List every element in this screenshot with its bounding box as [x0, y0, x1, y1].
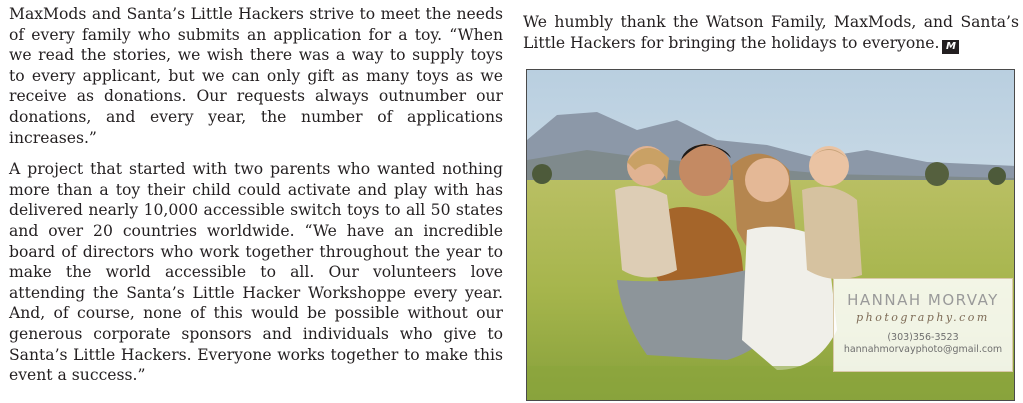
- article-paragraph-2: A project that started with two parents who wanted nothing more than a toy their child could activate and play with has delivered nearly 10,000 accessible switch toys to all 50 states and over 20 countries worldwide. “We have an incredible board of directors who work together throughout the year to make the world accessible to all. Our volunteers love attending the Santa’s Little Hacker Workshoppe every year. And, of course, none of this would be possible without our generous corporate sponsors and individuals who give to Santa’s Little Hackers. Everyone works together to make this event a success.”: [9, 160, 503, 385]
- thanks-text: We humbly thank the Watson Family, MaxMods, and Santa’s Little Hackers for bringing the holidays to everyone.: [523, 13, 1019, 52]
- thanks-paragraph: [523, 12, 1019, 54]
- end-mark-icon: M: [942, 40, 959, 54]
- article-paragraph-1: MaxMods and Santa’s Little Hackers strive to meet the needs of every family who submits an application for a toy. “When we read the stories, we wish there was a way to supply toys to every applicant, but we can only gift as many toys as we receive as donations. Our requests always outnumber our donations, and every year, the number of applications increases.”: [9, 5, 503, 147]
- family-photo: [526, 69, 1015, 401]
- watermark-phone: (303)356-3523: [887, 332, 959, 343]
- watermark-email: hannahmorvayphoto@gmail.com: [843, 344, 1003, 355]
- left-article-column: [9, 4, 503, 397]
- photographer-watermark: [833, 278, 1013, 372]
- right-article-column: [523, 12, 1019, 54]
- watermark-name: HANNAH MORVAY: [847, 291, 999, 309]
- watermark-subtitle: photography.com: [856, 311, 990, 324]
